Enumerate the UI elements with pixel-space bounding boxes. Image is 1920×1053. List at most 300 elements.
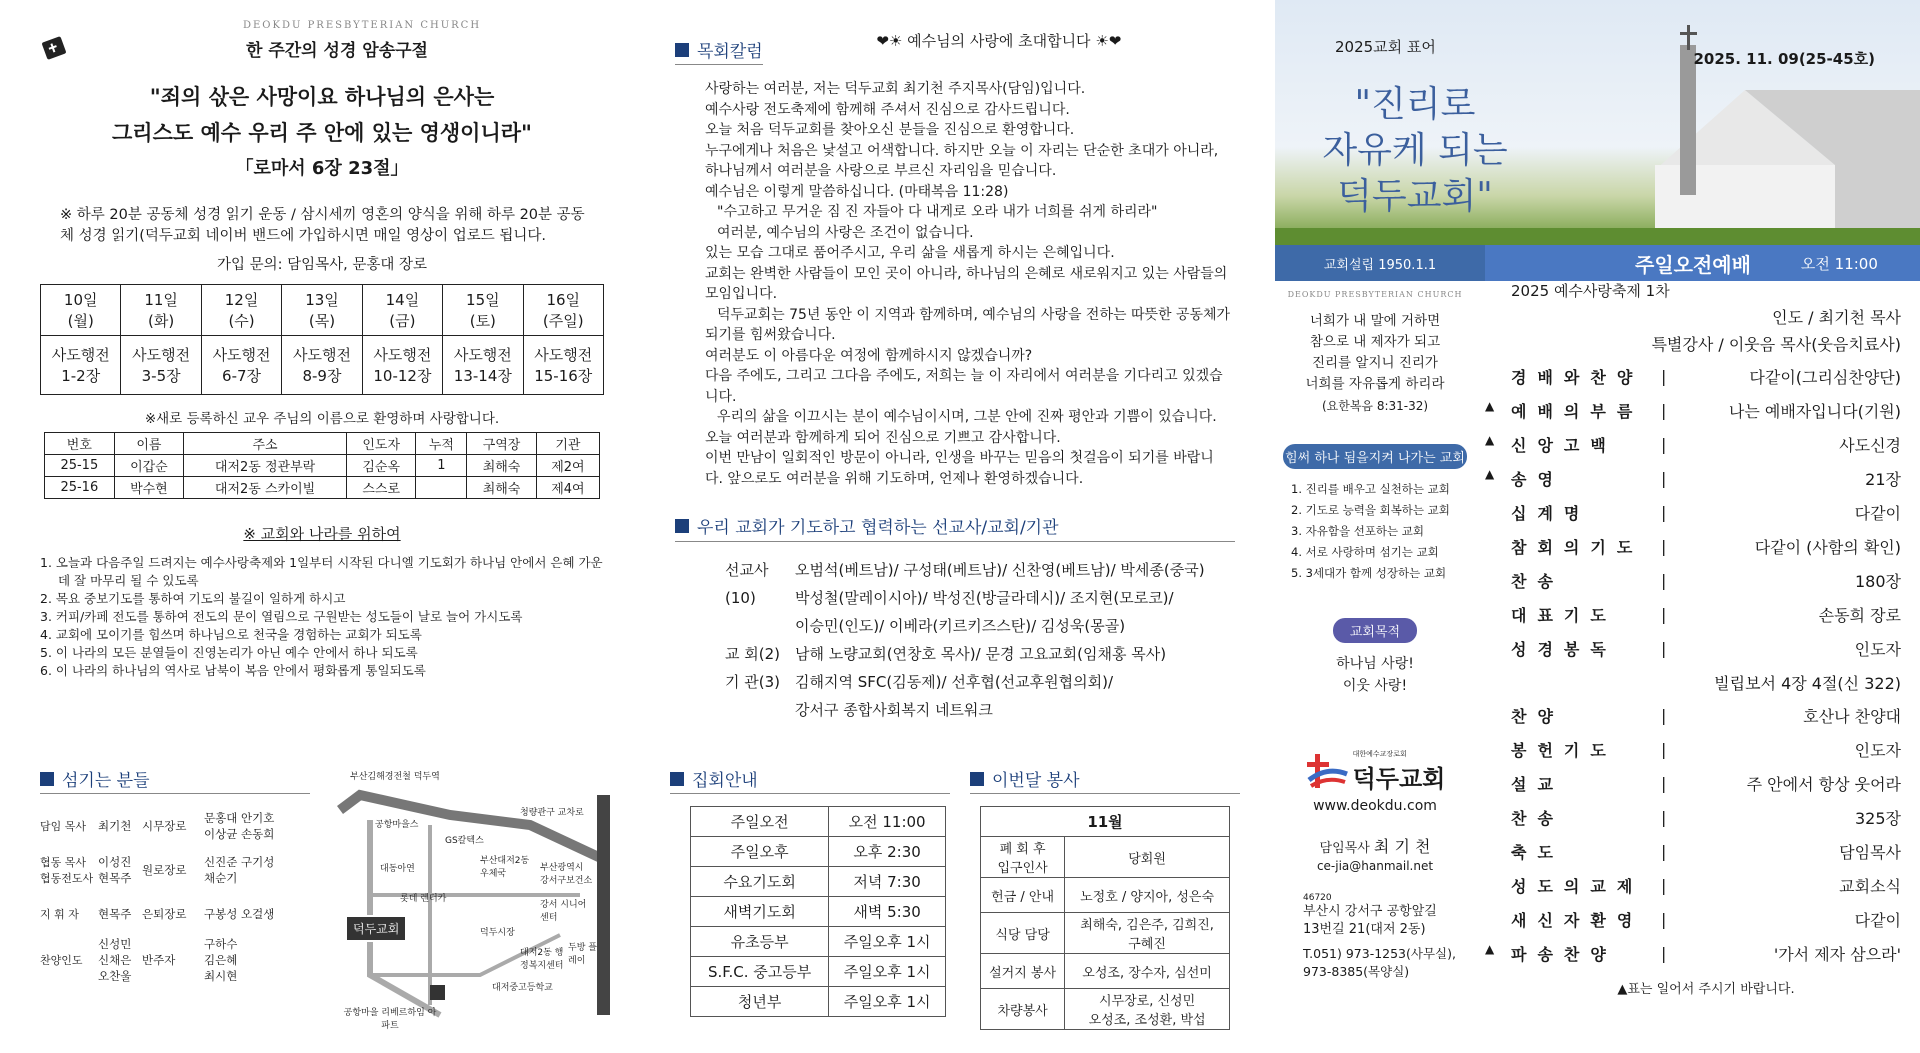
table-cell: 박수현 (114, 477, 184, 499)
schedule-reading: 사도행전 10-12장 (362, 336, 442, 395)
map-post-office: 부산대저2동 우체국 (480, 856, 530, 879)
worship-row (1485, 461, 1901, 495)
logo-sub: 대한예수교장로회 (1352, 750, 1407, 758)
pastor-name: 최 기 천 (1373, 837, 1431, 856)
table-row (45, 455, 600, 477)
table-cell: 이갑순 (114, 455, 184, 477)
stand-mark: ▲ (1485, 466, 1506, 481)
servant-name: 신성민 신채은 오찬울 (98, 937, 132, 983)
motto-line-2: 자유케 되는 (1322, 130, 1508, 171)
section-marker (675, 43, 689, 57)
schedule-day: 14일 (금) (362, 285, 442, 336)
missionary-line: 박성철(말레이시아)/ 박성진(방글라데시)/ 조지현(모로코)/ (795, 589, 1174, 607)
worship-item-value: 325장 (1855, 808, 1901, 828)
list-item: 2. 목요 중보기도를 통하여 기도의 불길이 일하게 하시고 (40, 591, 346, 606)
new-members-header: 주소 (184, 433, 347, 455)
worship-item-label-text: 성경봉독 (1511, 639, 1617, 659)
special-speaker: 특별강사 / 이웃음 목사(웃음치료사) (1651, 335, 1901, 354)
new-members-header: 번호 (45, 433, 115, 455)
worship-item-label-text: 송영 (1511, 469, 1564, 489)
table-cell: 김순옥 (346, 455, 416, 477)
vision-item: 5. 3세대가 함께 성장하는 교회 (1291, 566, 1447, 580)
table-row (691, 957, 946, 987)
worship-item-value: 사도신경 (1839, 435, 1901, 455)
map-welfare: 대저2동 행정복지센터 (520, 948, 564, 971)
divider: | (1661, 807, 1667, 827)
worship-item-label (1485, 941, 1661, 965)
column-paragraph: 누구에게나 처음은 낯설고 어색합니다. 하지만 오늘 이 자리는 단순한 초대가 아니라, 하나님께서 여러분을 사랑으로 부르신 자리임을 믿습니다. (705, 142, 1219, 179)
section-marker (970, 772, 984, 786)
table-row (981, 878, 1230, 913)
worship-item-value: 교회소식 (1839, 876, 1901, 896)
schedule-day: 12일 (수) (201, 285, 281, 336)
vision-item: 1. 진리를 배우고 실천하는 교회 (1291, 482, 1450, 496)
verse-line-2: 그리스도 예수 우리 주 안에 있는 영생이니라" (112, 121, 532, 145)
schedule-day: 15일 (토) (443, 285, 523, 336)
map-school: 대저중고등학교 (492, 983, 553, 993)
memory-verse-title: 한 주간의 성경 암송구절 (246, 40, 428, 61)
panel-middle (655, 0, 1255, 1053)
church-logo (1275, 749, 1475, 794)
table-cell: 주일오후 1시 (829, 927, 946, 957)
column-paragraph: "수고하고 무거운 짐 진 자들아 다 내게로 오라 내가 너희를 쉬게 하리라" (717, 204, 1158, 220)
column-paragraph: 있는 모습 그대로 품어주시고, 우리 삶을 새롭게 하시는 은혜입니다. (705, 245, 1115, 261)
table-cell: 설거지 봉사 (981, 954, 1065, 989)
worship-item-label (1511, 738, 1661, 761)
worship-row (1511, 800, 1901, 834)
worship-item-value: 인도자 (1854, 639, 1901, 659)
duty-month: 11월 (981, 807, 1230, 837)
worship-item-label (1511, 501, 1661, 524)
org-line: 김해지역 SFC(김동제)/ 선후협(선교후원협의회)/ (795, 673, 1114, 691)
column-paragraph: 오늘 처음 덕두교회를 찾아오신 분들을 진심으로 환영합니다. (705, 122, 1075, 138)
servant-role-2: 반주자 (142, 953, 176, 967)
new-members-header: 구역장 (467, 433, 537, 455)
worship-item-label (1511, 603, 1661, 626)
orgs-list (795, 668, 1113, 724)
servant-row (40, 936, 310, 984)
vision-list (1291, 479, 1475, 584)
table-cell: 당회원 (1065, 837, 1230, 878)
bible-icon (40, 35, 70, 61)
prayer-title: ※ 교회와 나라를 위하여 (243, 525, 401, 543)
logo-cross-icon (1305, 752, 1349, 792)
table-cell: 25-16 (45, 477, 115, 499)
map-road: 공항로 (586, 975, 596, 1002)
festival-title: 2025 예수사랑축제 1차 (1511, 282, 1670, 300)
map-museum: 두방 플레이 (568, 943, 597, 966)
motto-label: 2025교회 표어 (1335, 38, 1436, 56)
new-members-header: 이름 (114, 433, 184, 455)
list-item: 1. 오늘과 다음주일 드려지는 예수사랑축제와 1일부터 시작된 다니엘 기도회가 하나님 안에서 은혜 가운데 잘 마무리 될 수 있도록 (40, 555, 603, 588)
worship-item-label-text: 예배의부름 (1511, 401, 1644, 421)
column-heading: ❤☀ 예수님의 사랑에 초대합니다 ☀❤ (876, 32, 1122, 50)
table-cell: 1 (416, 455, 467, 477)
table-row (691, 807, 946, 837)
map-senior-center: 강서 시니어 센터 (540, 900, 587, 923)
section-marker (40, 772, 54, 786)
schedule-reading: 사도행전 6-7장 (201, 336, 281, 395)
table-cell: 제4여 (536, 477, 599, 499)
stand-mark: ▲ (1485, 941, 1506, 956)
reading-schedule-table (40, 284, 604, 395)
worship-item-label-text: 대표기도 (1511, 605, 1617, 625)
worship-item-label (1511, 840, 1661, 863)
prayer-list (40, 554, 604, 680)
table-row (691, 867, 946, 897)
divider: | (1661, 434, 1667, 454)
servant-role: 찬양인도 (40, 954, 83, 967)
worship-item-label-text: 신앙고백 (1511, 435, 1617, 455)
servant-role: 담임 목사 (40, 820, 87, 833)
worship-row (1511, 902, 1901, 936)
servant-role-2: 은퇴장로 (142, 907, 187, 921)
new-members-table (44, 432, 600, 499)
email[interactable]: ce-jia@hanmail.net (1316, 859, 1434, 873)
servants-list (40, 804, 310, 984)
table-row (981, 913, 1230, 954)
worship-item-label (1485, 466, 1661, 490)
schedule-day: 11일 (화) (121, 285, 201, 336)
worship-item-label-text: 봉헌기도 (1511, 740, 1617, 760)
divider: | (1661, 909, 1667, 929)
telephone: T.051) 973-1253(사무실), 973-8385(목양실) (1303, 946, 1456, 979)
worship-item-label (1511, 704, 1661, 727)
table-cell: 저녁 7:30 (829, 867, 946, 897)
map-health-center: 부산광역시 강서구보건소 (540, 863, 593, 886)
worship-row (1485, 427, 1901, 461)
logo-name: 덕두교회 (1352, 765, 1446, 793)
table-cell: 최해숙 (467, 455, 537, 477)
servant-name: 이성진 현목주 (98, 855, 132, 885)
worship-item-label (1511, 806, 1661, 829)
table-cell (416, 477, 467, 499)
pastor-label: 담임목사 (1319, 841, 1370, 856)
schedule-day: 10일 (월) (41, 285, 121, 336)
table-cell: 오후 2:30 (829, 837, 946, 867)
column-paragraph: 교회는 완벽한 사람들이 모인 곳이 아니라, 하나님의 은혜로 새로워지고 있는 사람들의 모임입니다. (705, 265, 1228, 302)
schedule-day: 16일 (주일) (523, 285, 603, 336)
worship-item-label (1485, 398, 1661, 422)
map-market: 덕두시장 (480, 928, 515, 938)
table-cell: 노정호 / 양지아, 성은숙 (1065, 878, 1230, 913)
divider: | (1661, 841, 1667, 861)
map-airport-market: 공항마을스 (375, 820, 419, 830)
table-cell: 폐 회 후 입구인사 (981, 837, 1065, 878)
motto-line-3: 덕두교회" (1337, 176, 1493, 217)
table-row (691, 987, 946, 1017)
divider: | (1661, 536, 1667, 556)
column-paragraph: 우리의 삶을 이끄시는 분이 예수님이시며, 그분 안에 진짜 평안과 기쁨이 있습니다. 오늘 여러분과 함께하게 되어 진심으로 기쁘고 감사합니다. (705, 409, 1217, 446)
church-english-name-2: DEOKDU PRESBYTERIAN CHURCH (1287, 290, 1463, 299)
list-item: 3. 커피/카페 전도를 통하여 전도의 문이 열림으로 구원받는 성도들이 날로 늘어 가시도록 (40, 609, 523, 624)
servant-row (40, 848, 310, 892)
list-item: 6. 이 나라의 하나님의 역사로 남북이 복음 안에서 평화롭게 통일되도록 (40, 663, 426, 678)
column-paragraph: 다음 주에도, 그리고 그다음 주에도, 저희는 늘 이 자리에서 여러분을 기다리고 있겠습니다. (705, 368, 1223, 405)
divider: | (1661, 705, 1667, 725)
table-cell: S.F.C. 중고등부 (691, 957, 829, 987)
worship-item-label-text: 참회의기도 (1511, 537, 1644, 557)
worship-item-value: 다같이(그리심찬양단) (1749, 367, 1901, 387)
worship-item-label (1511, 637, 1661, 660)
divider: | (1661, 502, 1667, 522)
worship-item-value: 21장 (1865, 469, 1901, 489)
worship-item-value: 180장 (1855, 571, 1901, 591)
purpose-title: 교회목적 (1333, 618, 1417, 643)
new-members-header: 누적 (416, 433, 467, 455)
table-row (45, 477, 600, 499)
column-paragraph: 이번 만남이 일회적인 방문이 아니라, 인생을 바꾸는 믿음의 첫걸음이 되기를 바랍니다. 앞으로도 여러분을 위해 기도하며, 언제나 환영하겠습니다. (705, 450, 1214, 487)
map-lotte: 롯데 렌터카 (400, 894, 447, 904)
worship-item-label-text: 파송찬양 (1511, 944, 1617, 964)
panel-left (0, 0, 640, 1053)
missionary-line: 이승민(인도)/ 이베라(키르키즈스탄)/ 김성욱(몽골) (795, 617, 1126, 635)
worship-item-label (1485, 432, 1661, 456)
column-body (675, 79, 1235, 489)
schedule-day: 13일 (목) (282, 285, 362, 336)
meetings-title: 집회안내 (692, 771, 758, 791)
standing-footnote: ▲표는 일어서 주시기 바랍니다. (1617, 982, 1795, 997)
divider: | (1661, 366, 1667, 386)
duty-table (980, 806, 1230, 1030)
map-daedong: 대동아연 (380, 864, 415, 874)
table-cell: 주일오후 1시 (829, 987, 946, 1017)
worship-row (1511, 732, 1901, 766)
servant-name: 현목주 (98, 907, 132, 921)
zip: 46720 (1303, 893, 1332, 903)
servant-role: 협동 목사 협동전도사 (40, 856, 94, 885)
vision-item: 3. 자유함을 선포하는 교회 (1291, 524, 1425, 538)
worship-row (1511, 698, 1901, 732)
table-cell: 시무장로, 신성민 오성조, 조성환, 박섭 (1065, 989, 1230, 1030)
purpose-text: 하나님 사랑! 이웃 사랑! (1336, 656, 1414, 694)
worship-item-label-text: 성도의교제 (1511, 876, 1644, 896)
service-title: 주일오전예배 (1635, 252, 1751, 277)
theme-scripture-ref: (요한복음 8:31-32) (1321, 399, 1429, 413)
column-paragraph: 덕두교회는 75년 동안 이 지역과 함께하며, 예수님의 사랑을 전하는 따뜻한 공동체가 되기를 힘써왔습니다. (705, 306, 1231, 343)
worship-item-value: 다같이 (사함의 확인) (1754, 537, 1901, 557)
servant-row (40, 804, 310, 848)
schedule-reading: 사도행전 13-14장 (443, 336, 523, 395)
worship-item-value: 나는 예배자입니다(기원) (1728, 401, 1901, 421)
worship-row (1511, 597, 1901, 631)
table-cell: 유초등부 (691, 927, 829, 957)
bulletin-date: 2025. 11. 09(25-45호) (1693, 50, 1875, 68)
map-gs: GS칼텍스 (445, 836, 484, 846)
divider: | (1661, 400, 1667, 420)
divider: | (1661, 638, 1667, 658)
servants-title: 섬기는 분들 (62, 771, 150, 791)
table-row (691, 927, 946, 957)
table-cell: 제2여 (536, 455, 599, 477)
table-cell: 헌금 / 안내 (981, 878, 1065, 913)
table-cell: 오전 11:00 (829, 807, 946, 837)
worship-row (1511, 766, 1901, 800)
worship-row (1511, 563, 1901, 597)
divider: | (1661, 773, 1667, 793)
website[interactable]: www.deokdu.com (1313, 798, 1437, 814)
orgs-label: 기 관(3) (725, 673, 780, 691)
missionaries-label: 선교사(10) (725, 561, 769, 607)
worship-item-value: 주 안에서 항상 웃어라 (1746, 774, 1901, 794)
table-cell: 오성조, 장수자, 심선미 (1065, 954, 1230, 989)
worship-item-value: 호산나 찬양대 (1803, 706, 1901, 726)
servant-row (40, 892, 310, 936)
churches-list: 남해 노량교회(연창호 목사)/ 문경 고요교회(임채홍 목사) (795, 645, 1167, 663)
servant-names-2: 신진준 구기성 채순기 (204, 855, 275, 885)
table-cell: 새벽기도회 (691, 897, 829, 927)
table-cell: 최해숙, 김은주, 김희진, 구혜진 (1065, 913, 1230, 954)
divider: | (1661, 875, 1667, 895)
worship-row (1511, 868, 1901, 902)
mission-title: 우리 교회가 기도하고 협력하는 선교사/교회/기관 (697, 518, 1059, 538)
list-item: 5. 이 나라의 모든 분열들이 진영논리가 아닌 예수 안에서 하나 되도록 (40, 645, 418, 660)
vision-title: 힘써 하나 됨을지켜 나가는 교회 (1283, 444, 1467, 469)
servant-name: 최기천 (98, 819, 132, 833)
worship-item-label (1511, 365, 1661, 388)
worship-item-label (1511, 908, 1661, 931)
cover-banner (1275, 0, 1920, 245)
worship-row (1511, 359, 1901, 393)
worship-item-label-text: 축도 (1511, 842, 1564, 862)
worship-row (1485, 936, 1901, 970)
worship-item-label-text: 찬양 (1511, 706, 1564, 726)
address: 부산시 강서구 공항앞길 13번길 21(대저 2동) (1303, 904, 1437, 937)
servant-names-2: 문홍대 안기호 이상균 손동희 (204, 811, 275, 841)
worship-item-label-text: 찬송 (1511, 808, 1564, 828)
divider: | (1661, 739, 1667, 759)
scripture-reading: 빌립보서 4장 4절(신 322) (1714, 674, 1901, 693)
reading-notice: ※ 하루 20분 공동체 성경 읽기 운동 / 삼시세끼 영혼의 양식을 위해 하루 20분 공동체 성경 읽기(덕두교회 네이버 밴드에 가입하시면 매일 영상이 업로드 됩니다. (60, 207, 585, 244)
divider: | (1661, 604, 1667, 624)
schedule-reading: 사도행전 3-5장 (121, 336, 201, 395)
verse-reference: 「로마서 6장 23절」 (235, 158, 409, 179)
worship-item-value: 손동희 장로 (1818, 605, 1901, 625)
reading-contact: 가입 문의: 담임목사, 문홍대 장로 (216, 257, 428, 273)
servant-role: 지 휘 자 (40, 908, 79, 921)
table-cell: 식당 담당 (981, 913, 1065, 954)
map-station: 부산김해경전철 덕두역 (350, 772, 440, 782)
worship-row (1485, 393, 1901, 427)
divider: | (1661, 570, 1667, 590)
table-row (981, 954, 1230, 989)
table-cell: 대저2동 스카이빌 (184, 477, 347, 499)
worship-item-label-text: 새신자환영 (1511, 910, 1644, 930)
map-apartment: 공항마을 리베르하임 아파트 (343, 1008, 437, 1031)
vision-item: 2. 기도로 능력을 회복하는 교회 (1291, 503, 1450, 517)
list-item: 4. 교회에 모이기를 힘쓰며 하나님으로 천국을 경험하는 교회가 되도록 (40, 627, 422, 642)
worship-item-value: 담임목사 (1839, 842, 1901, 862)
column-title: 목회칼럼 (697, 42, 763, 62)
duty-title: 이번달 봉사 (992, 771, 1080, 791)
table-row (981, 989, 1230, 1030)
worship-row (1511, 631, 1901, 665)
verse-line-1: "죄의 삯은 사망이요 하나님의 은사는 (149, 85, 495, 109)
table-cell: 25-15 (45, 455, 115, 477)
table-row (691, 837, 946, 867)
worship-item-value: 다같이 (1854, 910, 1901, 930)
column-paragraph: 예수님은 이렇게 말씀하십니다. (마태복음 11:28) (705, 183, 1009, 200)
table-cell: 수요기도회 (691, 867, 829, 897)
worship-order-part1 (1485, 359, 1901, 665)
church-map (330, 765, 610, 1035)
new-members-header: 인도자 (346, 433, 416, 455)
missionaries-list (795, 556, 1205, 640)
map-intersection: 청량관구 교차로 (520, 808, 584, 818)
table-cell: 최해숙 (467, 477, 537, 499)
church-english-name: DEOKDU PRESBYTERIAN CHURCH (242, 20, 482, 31)
worship-row (1511, 495, 1901, 529)
column-paragraph: 사랑하는 여러분, 저는 덕두교회 최기천 주지목사(담임)입니다. (705, 81, 1086, 97)
worship-item-value: 다같이 (1854, 503, 1901, 523)
schedule-reading: 사도행전 8-9장 (282, 336, 362, 395)
service-leader: 인도 / 최기천 목사 (1772, 308, 1901, 327)
worship-item-label-text: 경배와찬양 (1511, 367, 1644, 387)
panel-right (1275, 0, 1920, 1053)
column-paragraph: 예수사랑 전도축제에 함께해 주셔서 진심으로 감사드립니다. (705, 101, 1070, 118)
divider: | (1661, 468, 1667, 488)
section-marker (675, 519, 689, 533)
table-cell: 주일오후 (691, 837, 829, 867)
column-paragraph: 여러분, 예수님의 사랑은 조건이 없습니다. (717, 224, 974, 241)
service-time: 오전 11:00 (1800, 254, 1878, 273)
worship-item-label (1511, 535, 1661, 558)
column-paragraph: 여러분도 이 아름다운 여정에 함께하시지 않겠습니까? (705, 347, 1033, 364)
theme-scripture: 너희가 내 말에 거하면 참으로 내 제자가 되고 진리를 알지니 진리가 너희를 자유롭게 하리라 (1305, 313, 1445, 392)
missionary-line: 오범석(베트남)/ 구성태(베트남)/ 신찬영(베트남)/ 박세종(중국) (795, 561, 1205, 579)
table-cell: 차량봉사 (981, 989, 1065, 1030)
new-members-header: 기관 (536, 433, 599, 455)
worship-item-value: '가서 제자 삼으라' (1773, 944, 1901, 964)
map-church-marker: 덕두교회 (345, 915, 407, 942)
table-row (981, 837, 1230, 878)
worship-item-label (1511, 569, 1661, 592)
table-cell: 청년부 (691, 987, 829, 1017)
stand-mark: ▲ (1485, 432, 1506, 447)
worship-item-label (1511, 772, 1661, 795)
section-marker (670, 772, 684, 786)
servant-role-2: 원로장로 (142, 863, 187, 877)
servant-names-2: 구하수 김은혜 최시현 (204, 937, 238, 983)
servant-role-2: 시무장로 (142, 819, 187, 833)
schedule-reading: 사도행전 15-16장 (523, 336, 603, 395)
churches-label: 교 회(2) (725, 645, 780, 663)
worship-row (1511, 834, 1901, 868)
table-cell: 주일오전 (691, 807, 829, 837)
table-cell: 주일오후 1시 (829, 957, 946, 987)
table-cell: 대저2동 정관부락 (184, 455, 347, 477)
org-line: 강서구 종합사회복지 네트워크 (795, 701, 993, 719)
new-members-title: ※새로 등록하신 교우 주님의 이름으로 환영하며 사랑합니다. (144, 411, 500, 427)
worship-item-label (1511, 874, 1661, 897)
servant-names-2: 구봉성 오걸생 (204, 907, 275, 921)
table-cell: 새벽 5:30 (829, 897, 946, 927)
worship-row (1511, 529, 1901, 563)
worship-item-label-text: 십계명 (1511, 503, 1591, 523)
schedule-reading: 사도행전 1-2장 (41, 336, 121, 395)
founded-bar: 교회설립 1950.1.1 (1275, 245, 1485, 281)
meetings-table (690, 806, 946, 1017)
stand-mark: ▲ (1485, 398, 1506, 413)
divider: | (1661, 943, 1667, 963)
motto-line-1: "진리로 (1354, 84, 1476, 125)
table-cell: 스스로 (346, 477, 416, 499)
worship-item-value: 인도자 (1854, 740, 1901, 760)
vision-item: 4. 서로 사랑하며 섬기는 교회 (1291, 545, 1439, 559)
worship-order-part2 (1485, 698, 1901, 970)
worship-item-label-text: 설교 (1511, 774, 1564, 794)
worship-item-label-text: 찬송 (1511, 571, 1564, 591)
